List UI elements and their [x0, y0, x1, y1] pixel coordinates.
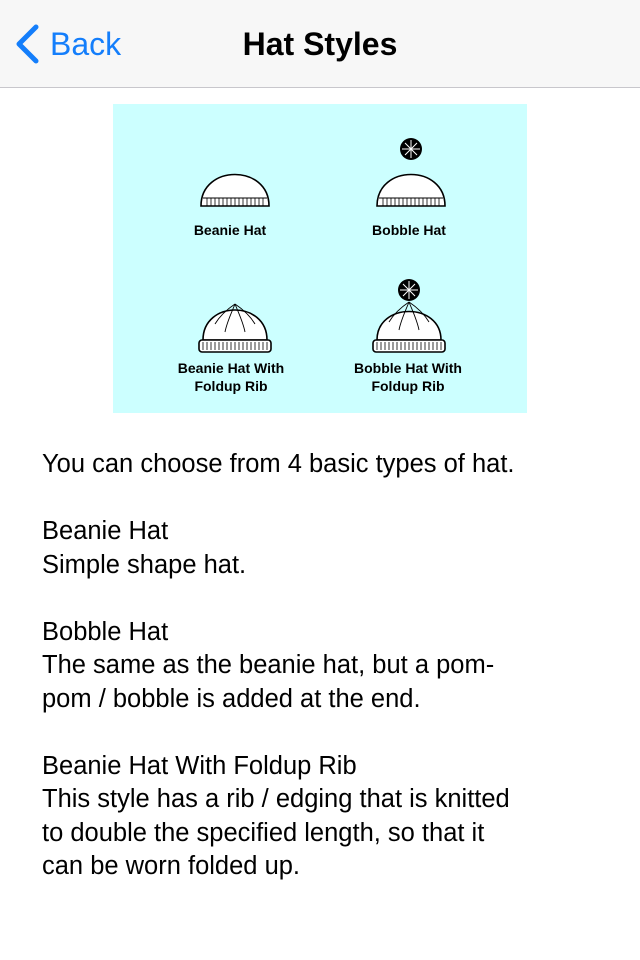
intro-paragraph: [42, 448, 612, 482]
bobble-foldup-rib-illustration: [369, 274, 449, 356]
section-line: can be worn folded up.: [42, 852, 301, 880]
page-title: Hat Styles: [242, 26, 398, 62]
section-beanie-hat: [42, 515, 612, 582]
section-bobble-hat: [42, 616, 612, 717]
beanie-hat-illustration: [195, 154, 275, 214]
section-line: pom / bobble is added at the end.: [42, 684, 421, 713]
hat-styles-image: [113, 104, 527, 413]
section-heading: Beanie Hat: [42, 517, 169, 545]
section-line: to double the specified length, so that it: [42, 818, 485, 847]
bobble-foldup-rib-label: Bobble Hat With Foldup Rib: [354, 360, 462, 394]
navigation-bar: [0, 0, 640, 88]
section-beanie-foldup-rib: [42, 750, 612, 884]
section-line: The same as the beanie hat, but a pom-: [42, 651, 495, 679]
section-heading: Beanie Hat With Foldup Rib: [42, 751, 357, 780]
intro-text: You can choose from 4 basic types of hat.: [42, 450, 515, 478]
beanie-foldup-rib-illustration: [195, 294, 275, 356]
section-line: Simple shape hat.: [42, 550, 247, 579]
beanie-hat-label: Beanie Hat: [193, 222, 267, 238]
back-label: Back: [50, 26, 122, 62]
section-heading: Bobble Hat: [42, 617, 169, 646]
description-text: [42, 448, 612, 917]
beanie-foldup-rib-label: Beanie Hat With Foldup Rib: [177, 360, 285, 394]
bobble-hat-label: Bobble Hat: [372, 222, 446, 238]
section-line: This style has a rib / edging that is knitted: [42, 785, 510, 813]
bobble-hat-illustration: [371, 134, 451, 214]
